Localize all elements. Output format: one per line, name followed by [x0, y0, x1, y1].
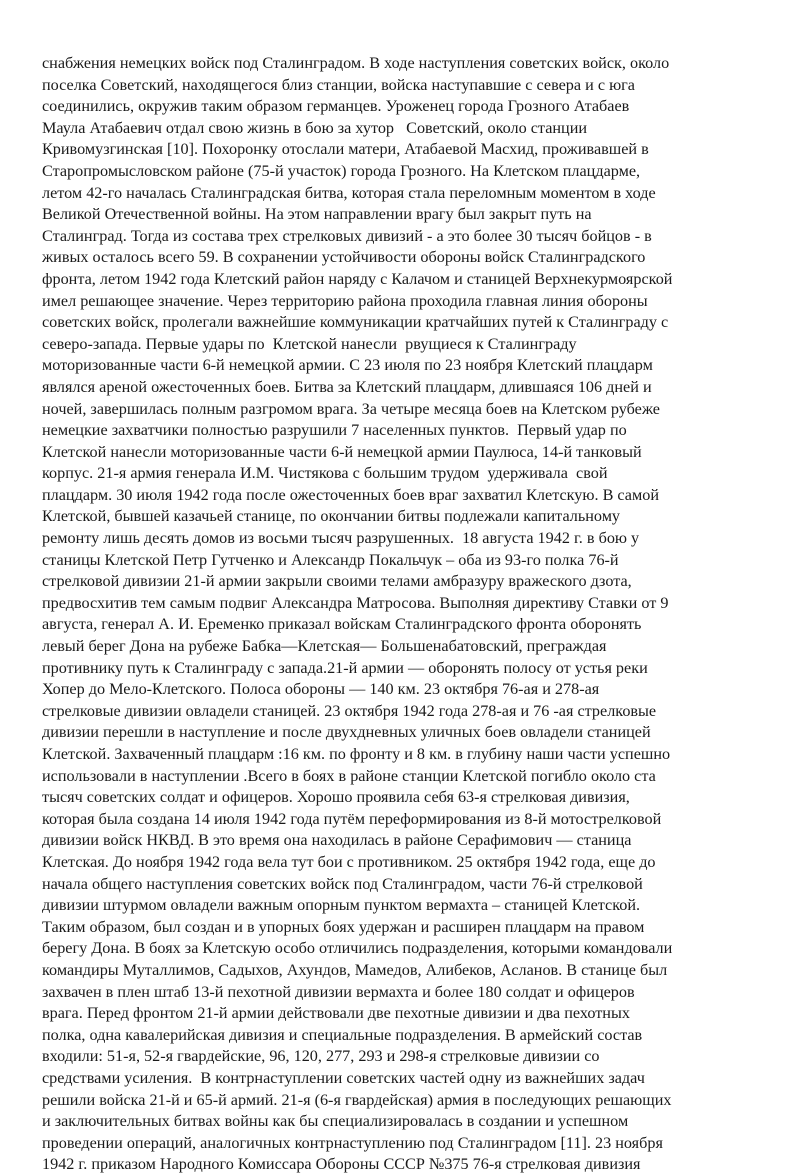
text-line: Таким образом, был создан и в упорных боях удержан и расширен плацдарм на правом [42, 917, 645, 936]
text-line: проведении операций, аналогичных контрнаступлению под Сталинградом [11]. 23 ноября [42, 1133, 663, 1152]
text-line: живых осталось всего 59. В сохранении устойчивости обороны войск Сталинградского [42, 248, 646, 267]
text-line: северо-запада. Первые удары по Клетской нанесли рвущиеся к Сталинграду [42, 334, 577, 353]
text-line: Маула Атабаевич отдал свою жизнь в бою за хутор Советский, около станции [42, 118, 588, 137]
text-line: Клетской, бывшей казачьей станице, по окончании битвы подлежали капитальному [42, 507, 621, 526]
text-line: немецкие захватчики полностью разрушили 7 населенных пунктов. Первый удар по [42, 421, 627, 440]
text-line: решили войска 21-й и 65-й армий. 21-я (6-я гвардейская) армия в последующих решающих [42, 1090, 672, 1109]
text-line: станицы Клетской Петр Гутченко и Александр Покальчук – оба из 93-го полка 76-й [42, 550, 619, 569]
text-line: летом 42-го началась Сталинградская битва, которая стала переломным моментом в ходе [42, 183, 656, 202]
text-line: Клетской нанесли моторизованные части 6-й немецкой армии Паулюса, 14-й танковый [42, 442, 642, 461]
text-line: полка, одна кавалерийская дивизия и специальные подразделения. В армейский состав [42, 1025, 643, 1044]
text-line: командиры Муталлимов, Садыхов, Ахундов, Мамедов, Алибеков, Асланов. В станице был [42, 960, 668, 979]
text-line: стрелковой дивизии 21-й армии закрыли своими телами амбразуру вражеского дзота, [42, 572, 632, 591]
text-line: Сталинград. Тогда из состава трех стрелковых дивизий - а это более 30 тысяч бойцов - в [42, 226, 652, 245]
text-line: имел решающее значение. Через территорию района проходила главная линия обороны [42, 291, 648, 310]
text-line: фронта, летом 1942 года Клетский район наряду с Калачом и станицей Верхнекурмоярской [42, 269, 673, 288]
text-line: врага. Перед фронтом 21-й армии действовали две пехотные дивизии и два пехотных [42, 1004, 630, 1023]
text-line: стрелковые дивизии овладели станицей. 23 октября 1942 года 278-ая и 76 -ая стрелковые [42, 701, 657, 720]
text-line: Кривомузгинская [10]. Похоронку отослали матери, Атабаевой Масхид, проживавшей в [42, 140, 649, 159]
text-line: ремонту лишь десять домов из восьми тысяч разрушенных. 18 августа 1942 г. в бою у [42, 529, 640, 548]
text-line: ночей, завершилась полным разгромом врага. За четыре месяца боев на Клетском рубеже [42, 399, 660, 418]
text-line: берегу Дона. В боях за Клетскую особо отличились подразделения, которыми командовали [42, 939, 673, 958]
text-line: Старопромысловском районе (75-й участок) города Грозного. На Клетском плацдарме, [42, 161, 641, 180]
text-line: и заключительных битвах войны как бы специализировалась в создании и успешном [42, 1112, 629, 1131]
text-line: дивизии штурмом овладели важным опорным пунктом вермахта – станицей Клетской. [42, 896, 641, 915]
text-line: моторизованные части 6-й немецкой армии. С 23 июля по 23 ноября Клетский плацдарм [42, 356, 653, 375]
text-line: плацдарм. 30 июля 1942 года после ожесточенных боев враг захватил Клетскую. В самой [42, 485, 659, 504]
text-line: Хопер до Мело-Клетского. Полоса обороны — 140 км. 23 октября 76-ая и 278-ая [42, 680, 600, 699]
text-line: средствами усиления. В контрнаступлении советских частей одну из важнейших задач [42, 1068, 645, 1087]
text-line: августа, генерал А. И. Еременко приказал войскам Сталинградского фронта оборонять [42, 615, 642, 634]
text-line: снабжения немецких войск под Сталинградом. В ходе наступления советских войск, около [42, 54, 670, 72]
text-line: использовали в наступлении .Всего в боях в районе станции Клетской погибло около ста [42, 766, 656, 785]
text-line: предвосхитив тем самым подвиг Александра Матросова. Выполняя директиву Ставки от 9 [42, 593, 669, 612]
text-line: входили: 51-я, 52-я гвардейские, 96, 120, 277, 293 и 298-я стрелковые дивизии со [42, 1047, 600, 1066]
text-line: поселка Советский, находящегося близ станции, войска наступавшие с севера и с юга [42, 75, 635, 94]
text-line: 1942 г. приказом Народного Комиссара Обороны СССР №375 76-я стрелковая дивизия [42, 1155, 641, 1174]
text-line: противнику путь к Сталинграду с запада.21-й армии — оборонять полосу от устья реки [42, 658, 648, 677]
text-line: начала общего наступления советских войск под Сталинградом, части 76-й стрелковой [42, 874, 643, 893]
text-line: Великой Отечественной войны. На этом направлении врагу был закрыт путь на [42, 205, 592, 224]
text-line: являлся ареной ожесточенных боев. Битва за Клетский плацдарм, длившаяся 106 дней и [42, 377, 652, 396]
text-line: советских войск, пролегали важнейшие коммуникации кратчайших путей к Сталинграду с [42, 313, 669, 332]
text-line: соединились, окружив таким образом германцев. Уроженец города Грозного Атабаев [42, 97, 630, 116]
text-line: Клетской. Захваченный плацдарм :16 км. по фронту и 8 км. в глубину наши части успешно [42, 745, 671, 763]
text-line: дивизии перешли в наступление и после двухдневных уличных боев овладели станицей [42, 723, 651, 742]
text-line: левый берег Дона на рубеже Бабка—Клетская— Большенабатовский, преграждая [42, 637, 607, 656]
text-line: захвачен в плен штаб 13-й пехотной дивизии вермахта и более 180 солдат и офицеров [42, 982, 635, 1001]
text-line: тысяч советских солдат и офицеров. Хорошо проявила себя 63-я стрелковая дивизия, [42, 788, 630, 807]
text-line: Клетская. До ноября 1942 года вела тут бои с противником. 25 октября 1942 года, еще до [42, 852, 656, 871]
text-line: корпус. 21-я армия генерала И.М. Чистякова с большим трудом удерживала свой [42, 464, 608, 483]
text-line: дивизии войск НКВД. В это время она находилась в районе Серафимович — станица [42, 831, 632, 850]
text-line: которая была создана 14 июля 1942 года путём переформирования из 8-й мотострелковой [42, 809, 662, 828]
body-text [42, 53, 782, 1176]
